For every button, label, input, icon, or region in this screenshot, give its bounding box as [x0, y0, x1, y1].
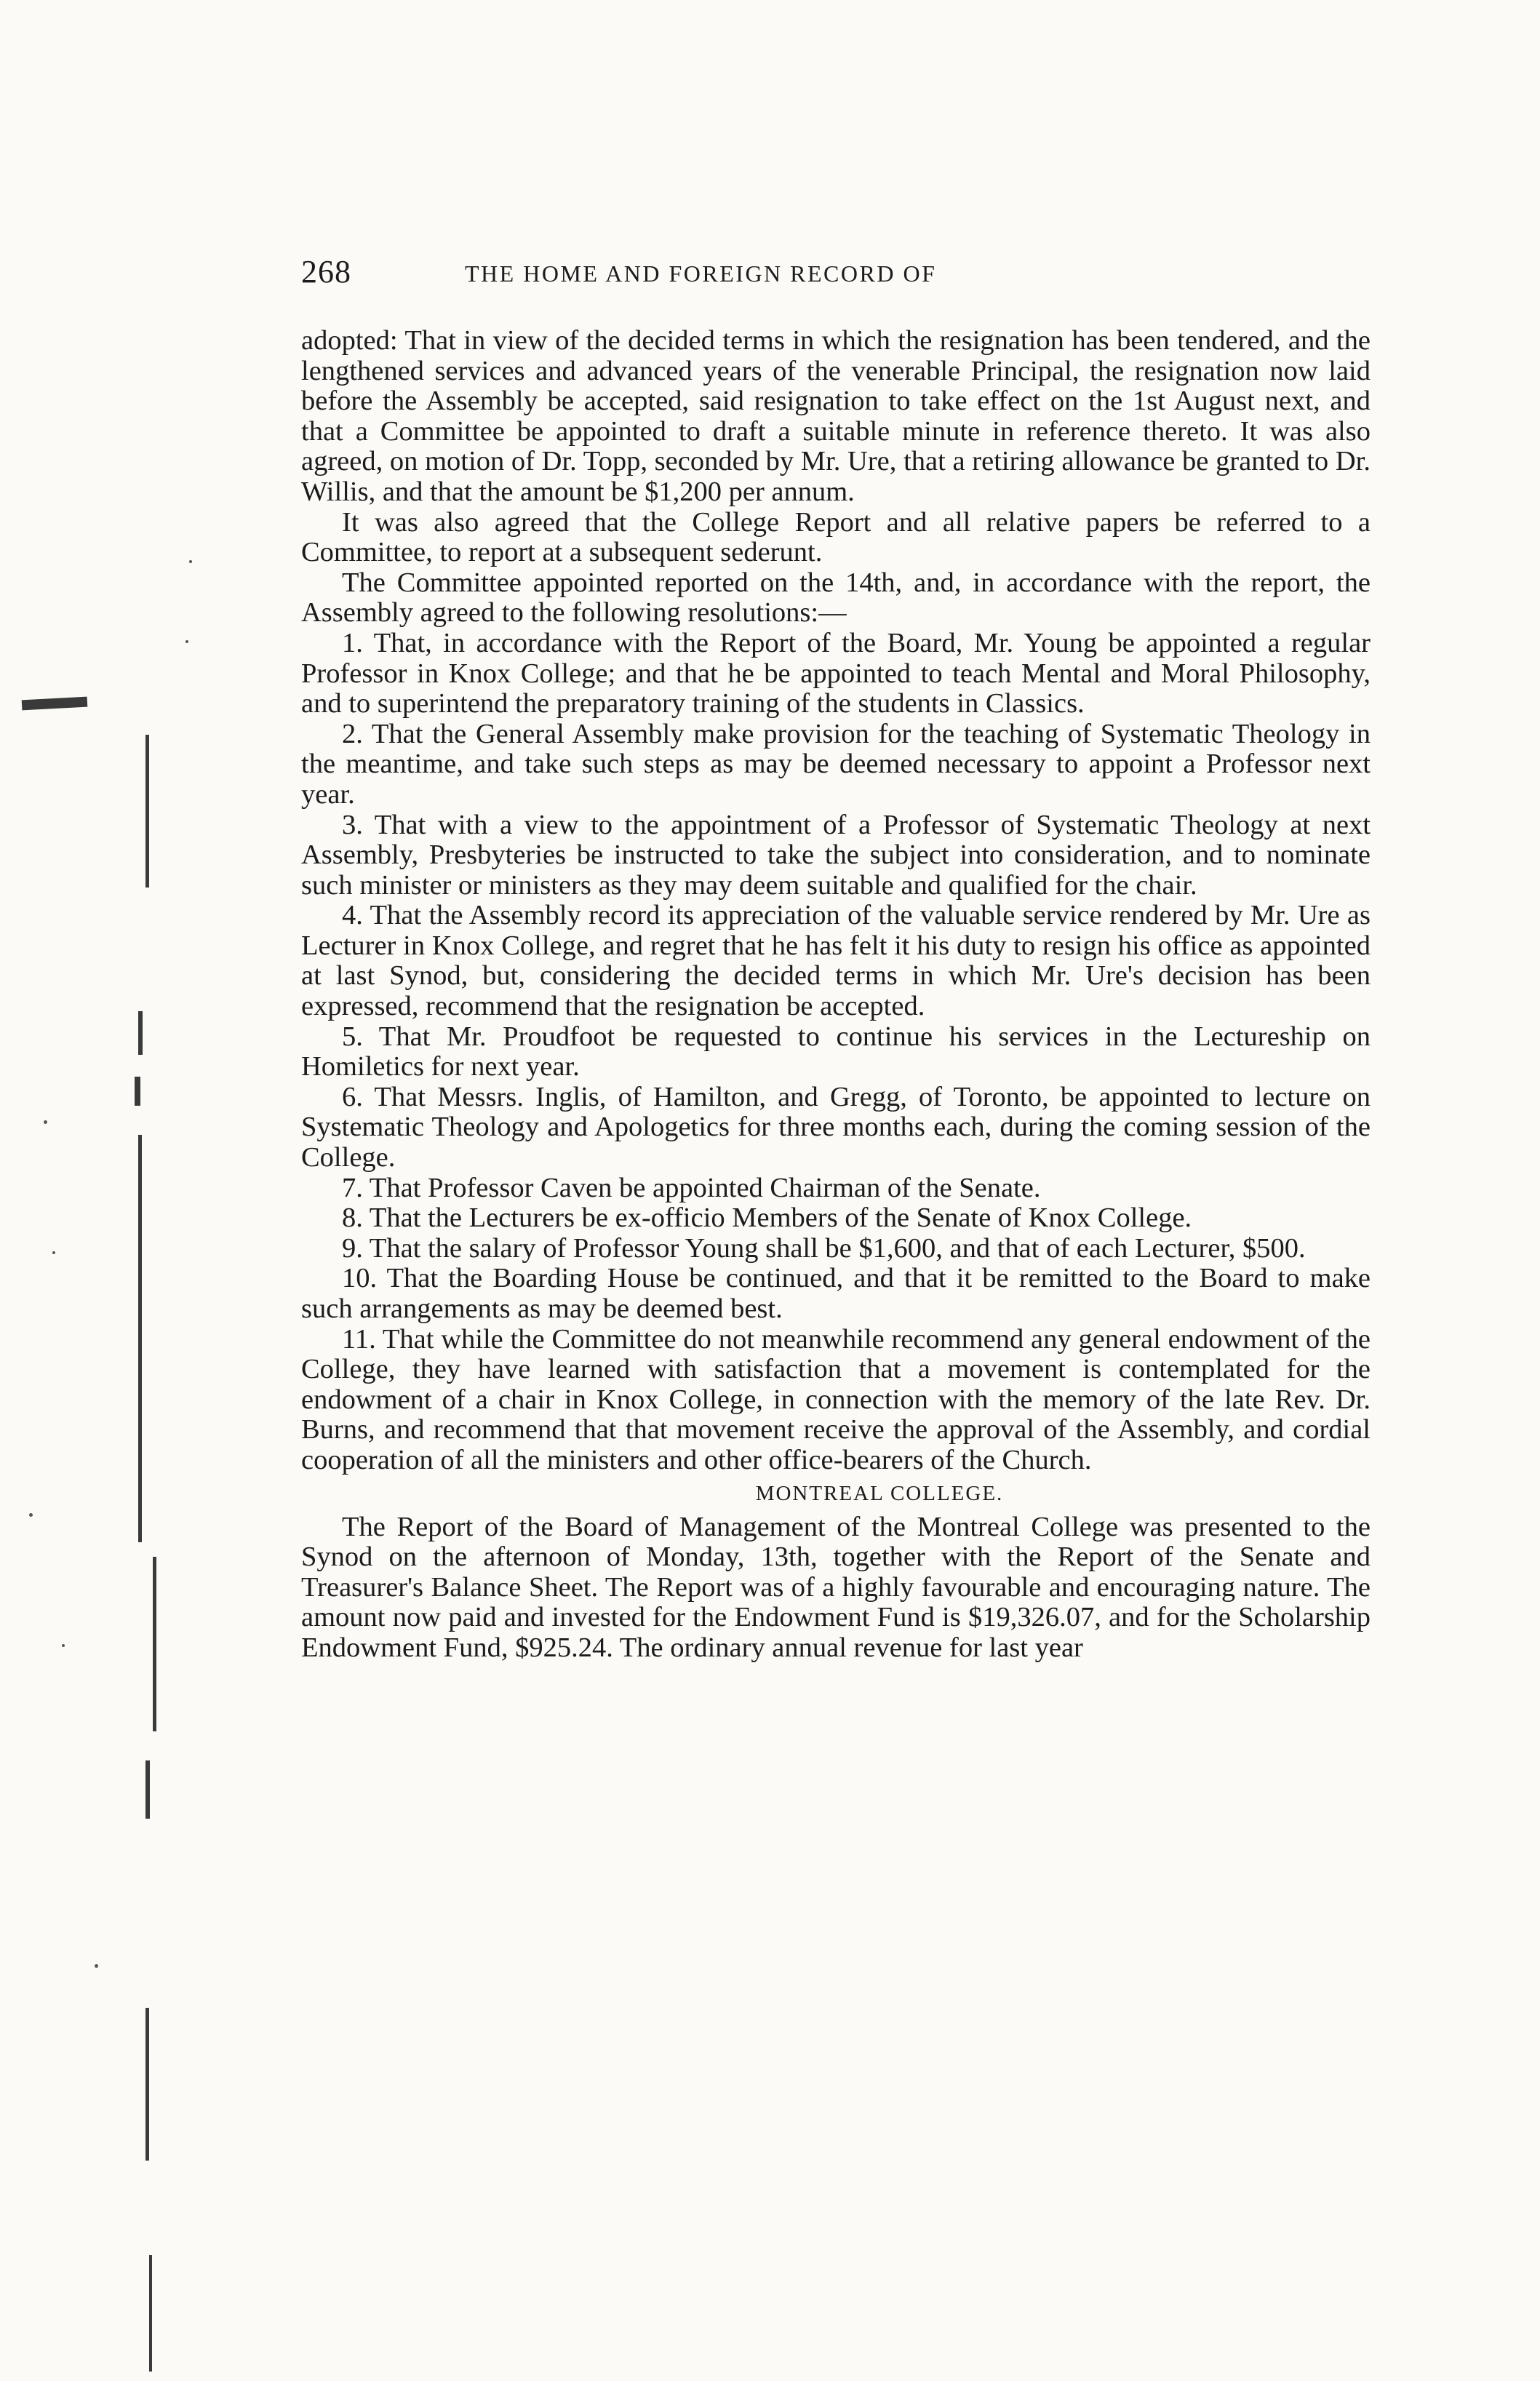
resolution-item: 2. That the General Assembly make provision for the teaching of Systematic Theology in the meantime, and take such steps as may be deemed necessary to appoint a Professor next year.	[301, 718, 1371, 810]
section-heading: MONTREAL COLLEGE.	[755, 1481, 1004, 1505]
paragraph: The Committee appointed reported on the 14th, and, in accordance with the report, the Assembly agreed to the following resolutions:—	[301, 567, 1371, 629]
resolution-item: 5. That Mr. Proudfoot be requested to continue his services in the Lectureship on Homiletics for next year.	[301, 1021, 1371, 1082]
paragraph: The Report of the Board of Management of the Montreal College was presented to the Synod on the afternoon of Monday, 13th, together with the Report of the Senate and Treasurer's Balance Sheet. The Report was of a highly favourable and encouraging nature. The amount now paid and invested for the Endowment Fund is $19,326.07, and for the Scholarship Endowment Fund, $925.24. The ordinary annual revenue for last year	[301, 1511, 1371, 1663]
paragraph: It was also agreed that the College Report and all relative papers be referred to a Committee, to report at a subsequent sederunt.	[301, 506, 1371, 568]
resolution-item: 7. That Professor Caven be appointed Chairman of the Senate.	[342, 1172, 1041, 1203]
page-header	[301, 253, 1371, 297]
running-title: THE HOME AND FOREIGN RECORD OF	[465, 260, 937, 287]
page-number: 268	[301, 254, 351, 290]
paragraph: adopted: That in view of the decided terms in which the resignation has been tendered, and the lengthened services and advanced years of the venerable Principal, the resignation now laid before the Assembly be accepted, said resignation to take effect on the 1st August next, and that a Committee be appointed to draft a suitable minute in reference thereto. It was also agreed, on motion of Dr. Topp, seconded by Mr. Ure, that a retiring allowance be granted to Dr. Willis, and that the amount be $1,200 per annum.	[301, 325, 1371, 507]
resolution-item: 9. That the salary of Professor Young shall be $1,600, and that of each Lecturer, $500.	[342, 1232, 1306, 1264]
resolution-item: 11. That while the Committee do not meanwhile recommend any general endowment of the College, they have learned with satisfaction that a movement is contemplated for the endowment of a chair in Knox College, in connection with the memory of the late Rev. Dr. Burns, and recommend that that movement receive the approval of the Assembly, and cordial cooperation of all the ministers and other office-bearers of the Church.	[301, 1323, 1371, 1475]
scan-margin-marks	[0, 0, 218, 2381]
resolution-item: 4. That the Assembly record its appreciation of the valuable service rendered by Mr. Ure as Lecturer in Knox College, and regret that he has felt it his duty to resign his office as appointed at last Synod, but, considering the decided terms in which Mr. Ure's decision has been expressed, recommend that the resignation be accepted.	[301, 900, 1371, 1022]
resolution-item: 6. That Messrs. Inglis, of Hamilton, and Gregg, of Toronto, be appointed to lecture on Systematic Theology and Apologetics for three months each, during the coming session of the College.	[301, 1081, 1371, 1173]
resolution-item: 1. That, in accordance with the Report of the Board, Mr. Young be appointed a regular Professor in Knox College; and that he be appointed to teach Mental and Moral Philosophy, and to superintend the preparatory training of the students in Classics.	[301, 627, 1371, 719]
resolution-item: 3. That with a view to the appointment of a Professor of Systematic Theology at next Assembly, Presbyteries be instructed to take the subject into consideration, and to nominate such minister or ministers as they may deem suitable and qualified for the chair.	[301, 809, 1371, 901]
resolution-item: 8. That the Lecturers be ex-officio Members of the Senate of Knox College.	[342, 1203, 1192, 1234]
body-text	[301, 326, 1371, 1664]
resolution-item: 10. That the Boarding House be continued, and that it be remitted to the Board to make such arrangements as may be deemed best.	[301, 1263, 1371, 1324]
